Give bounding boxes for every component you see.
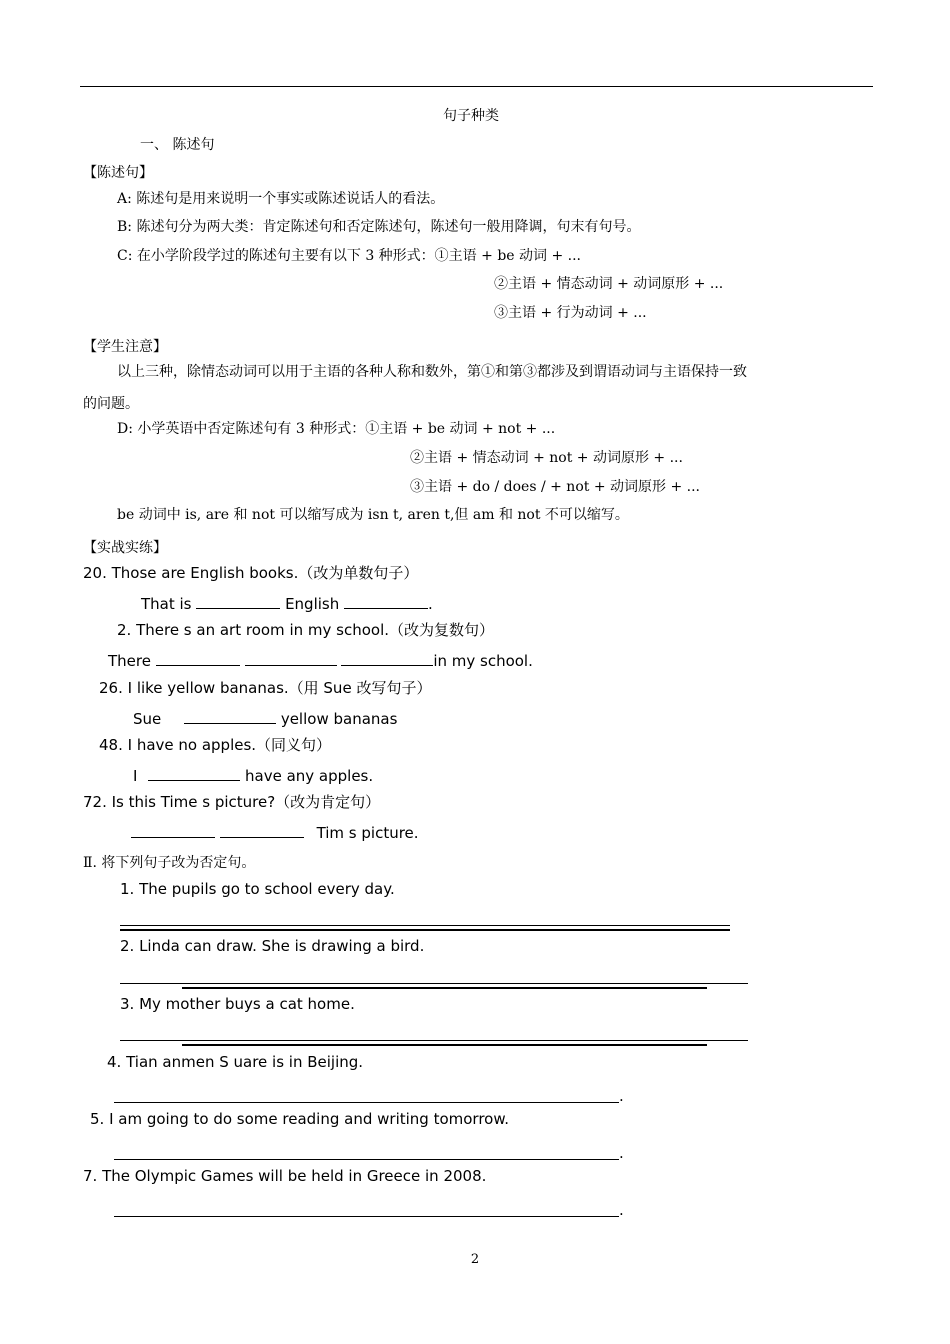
point-c-form3: ③主语 + 行为动词 + ... [494, 305, 647, 321]
blank-field[interactable] [148, 764, 240, 781]
point-b: B: 陈述句分为两大类：肯定陈述句和否定陈述句，陈述句一般用降调，句末有句号。 [117, 219, 641, 235]
section-heading-declarative: 一、 陈述句 [140, 137, 215, 153]
exercise-26-lead: Sue [133, 710, 162, 728]
exercise-48-answer [133, 764, 373, 786]
exercise-20-lead: That is [141, 595, 192, 613]
point-d: D: 小学英语中否定陈述句有 3 种形式：①主语 + be 动词 + not + ... [117, 421, 556, 437]
answer-line[interactable] [120, 983, 748, 984]
negative-item-5: 5. I am going to do some reading and writing tomorrow. [90, 1110, 510, 1128]
answer-line-underscore [182, 987, 707, 989]
blank-field[interactable] [344, 592, 428, 609]
point-d-form3: ③主语 + do / does / + not + 动词原形 + ... [410, 479, 700, 495]
blank-field[interactable] [341, 649, 433, 666]
exercise-72-end: Tim s picture. [316, 824, 419, 842]
answer-line-underscore [120, 929, 730, 931]
exercise-72-answer [131, 821, 419, 843]
answer-line[interactable] [120, 925, 730, 926]
answer-period: . [619, 1144, 624, 1162]
blank-field[interactable] [156, 649, 240, 666]
answer-period: . [619, 1087, 624, 1105]
exercise-48-prompt: 48. I have no apples.（同义句） [99, 736, 332, 754]
answer-line[interactable] [114, 1159, 619, 1160]
exercise-2-end: in my school. [433, 652, 533, 670]
exercise-26-prompt: 26. I like yellow bananas.（用 Sue 改写句子） [99, 679, 432, 697]
negative-item-7: 7. The Olympic Games will be held in Greece in 2008. [83, 1167, 487, 1185]
blank-field[interactable] [184, 707, 276, 724]
exercise-48-lead: I [133, 767, 138, 785]
answer-line-underscore [182, 1044, 707, 1046]
blank-field[interactable] [131, 821, 215, 838]
tag-declarative: 【陈述句】 [83, 165, 153, 181]
exercise-48-end: have any apples. [245, 767, 374, 785]
point-a: A: 陈述句是用来说明一个事实或陈述说话人的看法。 [117, 191, 445, 207]
negative-item-1: 1. The pupils go to school every day. [120, 880, 395, 898]
page-number: 2 [470, 1252, 480, 1267]
exercise-72-prompt: 72. Is this Time s picture?（改为肯定句） [83, 793, 381, 811]
negative-item-4: 4. Tian anmen S uare is in Beijing. [107, 1053, 364, 1071]
exercise-2-prompt: 2. There s an art room in my school.（改为复数句） [117, 621, 495, 639]
exercise-20-prompt: 20. Those are English books.（改为单数句子） [83, 564, 419, 582]
header-rule [80, 86, 873, 87]
answer-line[interactable] [120, 1040, 748, 1041]
exercise-26-answer [133, 707, 397, 729]
blank-field[interactable] [245, 649, 337, 666]
blank-field[interactable] [220, 821, 304, 838]
page-title: 句子种类 [443, 108, 499, 124]
blank-field[interactable] [196, 592, 280, 609]
exercise-20-answer [141, 592, 433, 614]
tag-note: 【学生注意】 [83, 339, 167, 355]
exercise-26-end: yellow bananas [280, 710, 398, 728]
note-line-1: 以上三种，除情态动词可以用于主语的各种人称和数外，第①和第③都涉及到谓语动词与主语保持一致 [117, 364, 747, 380]
exercise-20-mid: English [285, 595, 340, 613]
negative-item-2: 2. Linda can draw. She is drawing a bird. [120, 937, 425, 955]
section-heading-negative: Ⅱ. 将下列句子改为否定句。 [83, 855, 256, 871]
exercise-2-lead: There [108, 652, 151, 670]
point-c-form2: ②主语 + 情态动词 + 动词原形 + ... [494, 276, 724, 292]
exercise-2-answer [108, 649, 533, 671]
contraction-rule: be 动词中 is, are 和 not 可以缩写成为 isn t, aren t,但 am 和 not 不可以缩写。 [117, 507, 629, 523]
answer-line[interactable] [114, 1216, 619, 1217]
point-c: C: 在小学阶段学过的陈述句主要有以下 3 种形式：①主语 + be 动词 + ... [117, 248, 581, 264]
negative-item-3: 3. My mother buys a cat home. [120, 995, 355, 1013]
answer-line[interactable] [114, 1102, 619, 1103]
tag-practice: 【实战实练】 [83, 540, 167, 556]
answer-period: . [619, 1201, 624, 1219]
point-d-form2: ②主语 + 情态动词 + not + 动词原形 + ... [410, 450, 683, 466]
note-line-2: 的问题。 [83, 396, 139, 412]
exercise-20-end: . [428, 595, 433, 613]
